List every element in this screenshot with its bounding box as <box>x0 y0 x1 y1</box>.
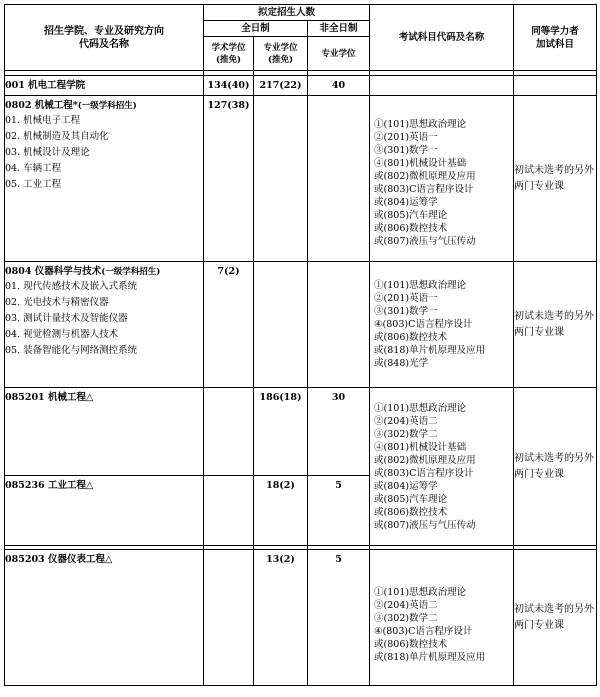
major-0804 <box>5 262 204 388</box>
major-0804-academic: 7(2) <box>204 262 254 388</box>
header-professional-sub: (推免) <box>267 54 294 65</box>
exam-item: 或(848)光学 <box>374 358 429 369</box>
header-academic <box>204 37 254 71</box>
exam-item: 或(807)液压与气压传动 <box>374 236 476 247</box>
direction-item: 04. 车辆工程 <box>5 163 62 174</box>
exam-item: ②(201)英语一 <box>374 293 438 304</box>
exam-item: ④(801)机械设计基础 <box>374 441 467 453</box>
direction-item: 05. 装备智能化与网络测控系统 <box>5 345 138 356</box>
major-085203-parttime: 5 <box>308 550 370 686</box>
direction-item: 01. 现代传感技术及嵌入式系统 <box>5 281 138 292</box>
exam-item: 或(803)C语言程序设计 <box>374 184 474 195</box>
direction-item: 01. 机械电子工程 <box>5 115 81 126</box>
direction-item: 02. 机械制造及其自动化 <box>5 131 109 142</box>
header-parttime: 非全日制 <box>308 21 370 37</box>
exam-item: 或(806)数控技术 <box>374 332 448 343</box>
direction-item: 04. 视觉检测与机器人技术 <box>5 329 119 340</box>
college-academic: 134(40) <box>204 76 254 96</box>
enrollment-table <box>4 4 597 686</box>
exam-item: ②(204)英语二 <box>374 415 438 427</box>
header-equiv-line2: 加试科目 <box>536 38 575 50</box>
exam-item: ②(201)英语一 <box>374 132 438 143</box>
header-professional <box>254 37 308 71</box>
major-0802-equiv: 初试未选考的另外两门专业课 <box>514 96 597 262</box>
college-parttime: 40 <box>308 76 370 96</box>
exam-item: 或(803)C语言程序设计 <box>374 467 474 479</box>
direction-item: 03. 机械设计及理论 <box>5 147 90 158</box>
header-major-line1: 招生学院、专业及研究方向 <box>44 25 164 37</box>
exam-item: 或(802)微机原理及应用 <box>374 454 476 466</box>
direction-item: 02. 光电技术与精密仪器 <box>5 297 109 308</box>
exam-item: 或(805)汽车理论 <box>374 210 448 221</box>
major-0802-exams <box>370 96 514 262</box>
major-085236-professional: 18(2) <box>254 476 308 546</box>
exam-item: 或(802)微机原理及应用 <box>374 171 476 182</box>
exam-item: 或(818)单片机原理及应用 <box>374 345 486 356</box>
header-major <box>5 5 204 71</box>
college-professional: 217(22) <box>254 76 308 96</box>
college-name: 001 机电工程学院 <box>5 76 204 96</box>
major-0802 <box>5 96 204 262</box>
major-0802-name: 0802 机械工程* <box>5 100 78 111</box>
header-fulltime: 全日制 <box>204 21 308 37</box>
header-planned: 拟定招生人数 <box>204 5 370 21</box>
exam-item: ④(803)C语言程序设计 <box>374 319 473 330</box>
exam-item: ①(101)思想政治理论 <box>374 587 467 598</box>
direction-item: 05. 工业工程 <box>5 179 62 190</box>
major-085201-professional: 186(18) <box>254 388 308 476</box>
exam-item: 或(806)数控技术 <box>374 223 448 234</box>
major-0804-exams <box>370 262 514 388</box>
exam-item: ①(101)思想政治理论 <box>374 119 467 130</box>
exam-item: 或(806)数控技术 <box>374 506 448 518</box>
header-professional-label: 专业学位 <box>263 42 298 53</box>
header-equiv-line1: 同等学力者 <box>531 25 579 37</box>
header-major-line2: 代码及名称 <box>79 38 129 50</box>
direction-item: 03. 测试计量技术及智能仪器 <box>5 313 128 324</box>
major-085201-equiv: 初试未选考的另外两门专业课 <box>514 388 597 546</box>
exam-item: ④(803)C语言程序设计 <box>374 626 473 637</box>
major-085203-name: 085203 仪器仪表工程△ <box>5 550 204 686</box>
major-0804-name: 0804 仪器科学与技术 <box>5 266 102 277</box>
major-085236-parttime: 5 <box>308 476 370 546</box>
major-085201-exams <box>370 388 514 546</box>
exam-item: 或(805)汽车理论 <box>374 493 448 505</box>
exam-item: ①(101)思想政治理论 <box>374 402 467 414</box>
major-0804-tag: (一级学科招生) <box>101 267 161 277</box>
exam-item: 或(804)运筹学 <box>374 480 438 492</box>
exam-item: 或(818)单片机原理及应用 <box>374 652 486 663</box>
major-085203-professional: 13(2) <box>254 550 308 686</box>
major-0802-tag: (一级学科招生) <box>77 101 137 111</box>
header-exam: 考试科目代码及名称 <box>370 5 514 71</box>
exam-item: ①(101)思想政治理论 <box>374 280 467 291</box>
major-085201-name: 085201 机械工程△ <box>5 388 204 476</box>
header-parttime-prof: 专业学位 <box>308 37 370 71</box>
major-085203-exams <box>370 550 514 686</box>
major-0804-equiv: 初试未选考的另外两门专业课 <box>514 262 597 388</box>
header-academic-label: 学术学位 <box>211 42 246 53</box>
major-085236-name: 085236 工业工程△ <box>5 476 204 546</box>
exam-item: ③(301)数学一 <box>374 306 438 317</box>
major-085201-parttime: 30 <box>308 388 370 476</box>
exam-item: ③(302)数学二 <box>374 613 438 624</box>
exam-item: ③(301)数学一 <box>374 145 438 156</box>
exam-item: 或(806)数控技术 <box>374 639 448 650</box>
exam-item: 或(807)液压与气压传动 <box>374 519 476 531</box>
exam-item: 或(804)运筹学 <box>374 197 438 208</box>
exam-item: ④(801)机械设计基础 <box>374 158 467 169</box>
major-0802-academic: 127(38) <box>204 96 254 262</box>
exam-item: ②(204)英语二 <box>374 600 438 611</box>
major-085203-equiv: 初试未选考的另外两门专业课 <box>514 550 597 686</box>
header-equiv <box>514 5 597 71</box>
exam-item: ③(302)数学二 <box>374 428 438 440</box>
header-academic-sub: (推免) <box>215 54 242 65</box>
